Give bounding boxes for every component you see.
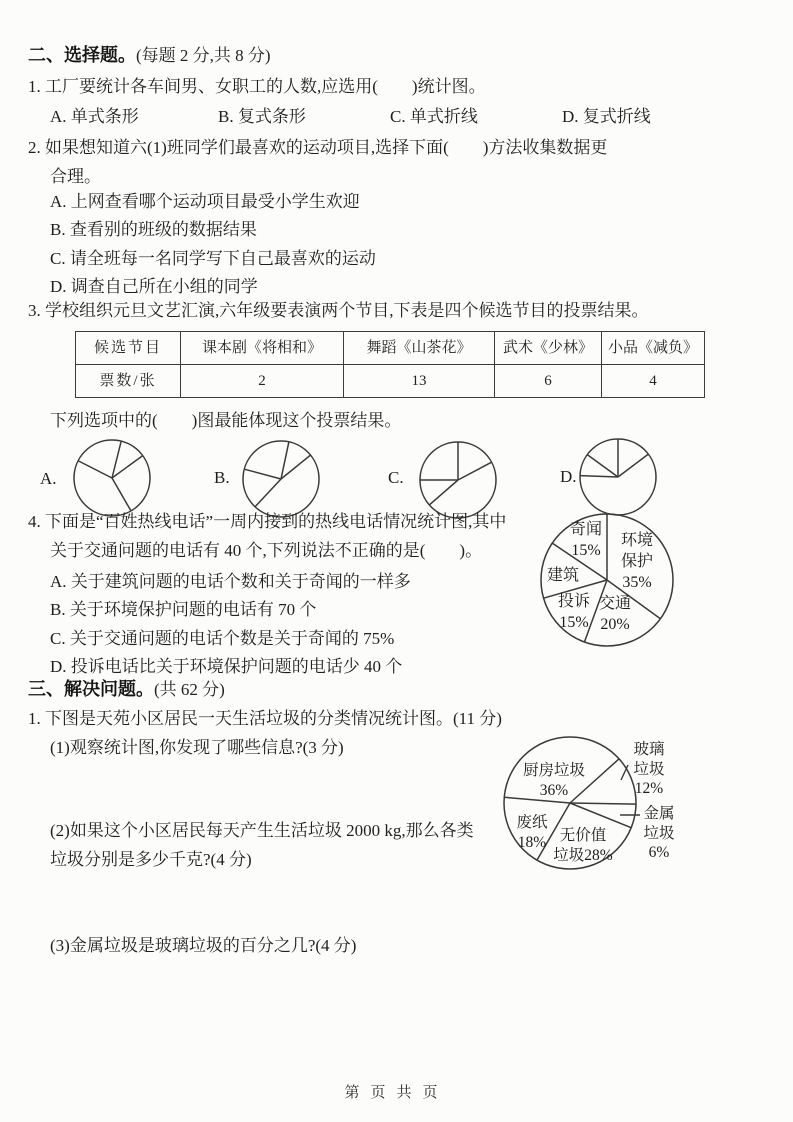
pie-label-line: 环境 bbox=[620, 532, 653, 549]
table-cell: 票数/张 bbox=[76, 365, 181, 398]
question-4-text-line2: 关于交通问题的电话有 40 个,下列说法不正确的是( )。 bbox=[50, 541, 483, 560]
question-3-text: 3. 学校组织元旦文艺汇演,六年级要表演两个节目,下表是四个候选节目的投票结果。 bbox=[28, 301, 649, 320]
pie-label-boli bbox=[628, 740, 670, 799]
q2-option-b: B. 查看别的班级的数据结果 bbox=[50, 220, 257, 240]
table-cell: 2 bbox=[181, 365, 344, 398]
section-solve-heading-row bbox=[28, 678, 225, 701]
pie-label-line: 废纸 bbox=[516, 814, 548, 831]
pie-label-line: 无价值 bbox=[559, 827, 607, 844]
vote-pie-a-figure bbox=[71, 437, 153, 519]
page-footer: 第页共页 bbox=[344, 1084, 449, 1101]
pie-label-line: 20% bbox=[600, 616, 630, 633]
pie-label-line: 保护 bbox=[620, 553, 653, 570]
pie-label-huanjingbaohu bbox=[617, 530, 657, 593]
section-solve-score-note: (共 62 分) bbox=[154, 680, 225, 699]
vote-option-label-c: C. bbox=[388, 468, 404, 487]
question-3-prompt: 下列选项中的( )图最能体现这个投票结果。 bbox=[50, 411, 402, 430]
pie-label-wujiazhi bbox=[548, 826, 618, 865]
pie-label-line: 垃圾 bbox=[633, 760, 665, 778]
vote-pie-b-figure bbox=[240, 438, 322, 520]
q1-option-b: B. 复式条形 bbox=[218, 107, 306, 126]
vote-table-value-row bbox=[76, 365, 705, 398]
pie-label-line: 厨房垃圾 bbox=[522, 762, 585, 779]
pie-label-line: 玻璃 bbox=[633, 741, 665, 758]
vote-pie-c-chart bbox=[417, 439, 499, 521]
q4-option-a: A. 关于建筑问题的电话个数和关于奇闻的一样多 bbox=[50, 572, 411, 591]
pie-label-tousu bbox=[554, 591, 594, 633]
table-header-cell: 武术《少林》 bbox=[495, 332, 602, 365]
pie-label-line: 建筑 bbox=[546, 567, 579, 584]
table-cell: 4 bbox=[602, 365, 705, 398]
question-2-text-line1: 2. 如果想知道六(1)班同学们最喜欢的运动项目,选择下面( )方法收集数据更 bbox=[28, 138, 608, 157]
section-solve-heading: 三、解决问题。 bbox=[28, 679, 154, 699]
pie-label-line: 12% bbox=[634, 780, 664, 797]
hotline-pie-figure bbox=[537, 503, 697, 663]
q2-option-a: A. 上网查看哪个运动项目最受小学生欢迎 bbox=[50, 192, 360, 211]
q1-option-a: A. 单式条形 bbox=[50, 107, 139, 126]
q2-option-d: D. 调查自己所在小组的同学 bbox=[50, 276, 258, 296]
solve-q1-text: 1. 下图是天苑小区居民一天生活垃圾的分类情况统计图。(11 分) bbox=[28, 709, 502, 728]
table-header-cell: 舞蹈《山茶花》 bbox=[344, 332, 495, 365]
section-choice-score-note: (每题 2 分,共 8 分) bbox=[136, 46, 271, 65]
vote-option-label-a: A. bbox=[40, 469, 57, 488]
table-cell: 13 bbox=[344, 365, 495, 398]
question-2-options bbox=[50, 191, 376, 304]
pie-label-jianzhu bbox=[544, 565, 582, 586]
q4-option-c: C. 关于交通问题的电话个数是关于奇闻的 75% bbox=[50, 628, 395, 648]
pie-label-line: 垃圾 bbox=[643, 824, 675, 842]
q2-option-c: C. 请全班每一名同学写下自己最喜欢的运动 bbox=[50, 248, 376, 268]
table-header-cell: 候选节目 bbox=[76, 332, 181, 365]
pie-label-line: 6% bbox=[648, 844, 670, 861]
table-header-cell: 课本剧《将相和》 bbox=[181, 332, 344, 365]
vote-table-header-row bbox=[76, 332, 705, 365]
pie-label-line: 36% bbox=[539, 781, 569, 799]
pie-label-line: 15% bbox=[559, 614, 589, 631]
q4-option-d: D. 投诉电话比关于环境保护问题的电话少 40 个 bbox=[50, 656, 403, 676]
pie-label-chufang bbox=[516, 761, 592, 800]
section-choice-heading-row bbox=[28, 44, 271, 67]
table-header-cell: 小品《减负》 bbox=[602, 332, 705, 365]
pie-label-jiaotong bbox=[595, 593, 635, 635]
vote-pie-b-chart bbox=[240, 438, 322, 520]
pie-label-line: 奇闻 bbox=[569, 521, 602, 538]
garbage-pie-figure bbox=[498, 733, 690, 883]
solve-q1-sub3: (3)金属垃圾是玻璃垃圾的百分之几?(4 分) bbox=[50, 936, 357, 955]
question-4-options bbox=[50, 571, 411, 684]
solve-q1-sub2-line1: (2)如果这个小区居民每天产生生活垃圾 2000 kg,那么各类 bbox=[50, 821, 474, 840]
pie-label-line: 金属 bbox=[643, 805, 675, 822]
solve-q1-sub2-line2: 垃圾分别是多少千克?(4 分) bbox=[50, 850, 252, 869]
pie-label-jinshu bbox=[638, 804, 680, 863]
pie-label-line: 18% bbox=[517, 833, 547, 851]
solve-q1-sub1: (1)观察统计图,你发现了哪些信息?(3 分) bbox=[50, 738, 344, 757]
pie-label-line: 投诉 bbox=[557, 593, 590, 610]
vote-pie-c-figure bbox=[417, 439, 499, 521]
question-2-text-line2: 合理。 bbox=[50, 167, 101, 186]
pie-label-line: 35% bbox=[622, 574, 652, 591]
question-4-text-line1: 4. 下面是“百姓热线电话”一周内接到的热线电话情况统计图,其中 bbox=[28, 512, 507, 531]
vote-table bbox=[75, 331, 705, 398]
vote-option-label-b: B. bbox=[214, 468, 230, 487]
question-1-text: 1. 工厂要统计各车间男、女职工的人数,应选用( )统计图。 bbox=[28, 77, 486, 96]
table-cell: 6 bbox=[495, 365, 602, 398]
q4-option-b: B. 关于环境保护问题的电话有 70 个 bbox=[50, 600, 317, 620]
q1-option-c: C. 单式折线 bbox=[390, 107, 478, 126]
pie-label-line: 交通 bbox=[598, 595, 631, 612]
vote-pie-a-chart bbox=[71, 437, 153, 519]
question-1-options bbox=[0, 106, 793, 130]
pie-label-line: 15% bbox=[571, 542, 601, 559]
pie-label-qiwen bbox=[566, 519, 606, 561]
vote-option-label-d: D. bbox=[560, 467, 577, 486]
q1-option-d: D. 复式折线 bbox=[562, 107, 651, 126]
section-choice-heading: 二、选择题。 bbox=[28, 45, 136, 65]
pie-label-line: 垃圾28% bbox=[553, 846, 613, 864]
